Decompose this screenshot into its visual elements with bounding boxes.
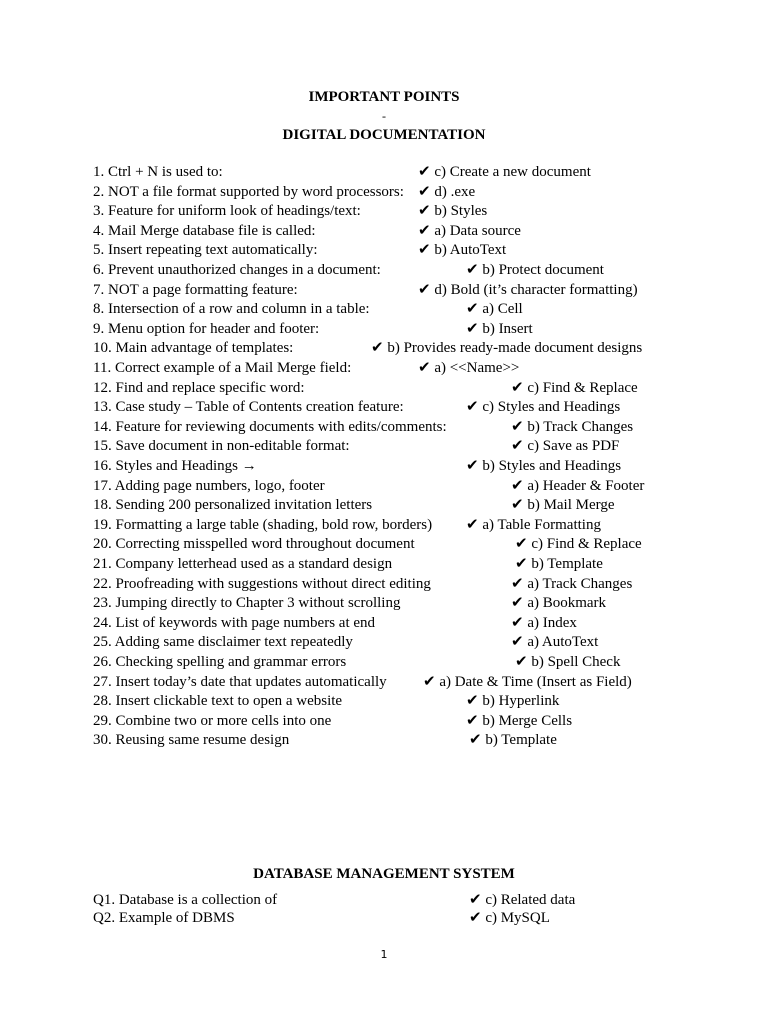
question-row bbox=[0, 692, 768, 712]
question-row bbox=[0, 359, 768, 379]
document-title: IMPORTANT POINTS bbox=[308, 89, 460, 105]
question-row bbox=[0, 202, 768, 222]
question-row bbox=[0, 496, 768, 516]
question-text: 22. Proofreading with suggestions without direct editing bbox=[93, 575, 431, 592]
question-text: 14. Feature for reviewing documents with edits/comments: bbox=[93, 418, 447, 435]
question-text: 26. Checking spelling and grammar errors bbox=[93, 654, 347, 670]
answer-text: ✔ c) Find & Replace bbox=[511, 379, 638, 396]
question-text: 3. Feature for uniform look of headings/text: bbox=[93, 203, 361, 220]
answer-text: ✔ d) .exe bbox=[418, 183, 476, 200]
question-row bbox=[0, 418, 768, 438]
question-row bbox=[0, 163, 768, 183]
answer-text: ✔ a) Cell bbox=[466, 301, 523, 318]
question-text: 18. Sending 200 personalized invitation letters bbox=[93, 497, 373, 514]
question-row bbox=[0, 633, 768, 653]
question-row bbox=[0, 477, 768, 497]
answer-text: ✔ b) Track Changes bbox=[511, 418, 634, 435]
answer-text: ✔ b) Protect document bbox=[466, 262, 604, 278]
question-row bbox=[0, 183, 768, 203]
question-text: 15. Save document in non-editable format: bbox=[93, 438, 350, 455]
question-text: 23. Jumping directly to Chapter 3 without scrolling bbox=[93, 595, 401, 612]
question-text: 29. Combine two or more cells into one bbox=[93, 712, 332, 729]
question-text: Q2. Example of DBMS bbox=[93, 910, 235, 926]
question-text: 30. Reusing same resume design bbox=[93, 732, 290, 749]
answer-text: ✔ c) MySQL bbox=[469, 910, 550, 926]
question-row bbox=[0, 320, 768, 340]
question-text: 7. NOT a page formatting feature: bbox=[93, 281, 298, 298]
title-separator: - bbox=[382, 109, 386, 123]
answer-text: ✔ b) Styles and Headings bbox=[466, 458, 622, 474]
answer-text: ✔ b) Mail Merge bbox=[511, 497, 615, 514]
question-text: 19. Formatting a large table (shading, bold row, borders) bbox=[93, 516, 433, 533]
answer-text: ✔ a) Header & Footer bbox=[511, 477, 645, 494]
question-row bbox=[0, 379, 768, 399]
answer-text: ✔ b) Styles bbox=[418, 203, 488, 220]
question-text: 2. NOT a file format supported by word processors: bbox=[93, 183, 404, 200]
answer-text: ✔ a) Bookmark bbox=[511, 595, 607, 612]
section-title-digital-documentation: DIGITAL DOCUMENTATION bbox=[282, 127, 486, 143]
answer-text: ✔ b) Hyperlink bbox=[466, 693, 560, 710]
answer-text: ✔ a) Data source bbox=[418, 222, 521, 239]
question-text: 16. Styles and Headings → bbox=[93, 458, 257, 474]
answer-text: ✔ b) Template bbox=[515, 556, 603, 572]
answer-text: ✔ c) Related data bbox=[469, 892, 576, 908]
question-text: 6. Prevent unauthorized changes in a document: bbox=[93, 262, 381, 278]
answer-text: ✔ b) Merge Cells bbox=[466, 712, 573, 729]
answer-text: ✔ c) Save as PDF bbox=[511, 438, 620, 455]
answer-text: ✔ b) AutoText bbox=[418, 242, 507, 259]
question-text: 11. Correct example of a Mail Merge field: bbox=[93, 360, 352, 376]
answer-text: ✔ d) Bold (it’s character formatting) bbox=[418, 281, 638, 298]
answer-text: ✔ a) Index bbox=[511, 614, 577, 631]
question-text: 24. List of keywords with page numbers at end bbox=[93, 614, 376, 631]
question-text: 8. Intersection of a row and column in a table: bbox=[93, 301, 370, 318]
answer-text: ✔ c) Create a new document bbox=[418, 164, 591, 180]
question-row bbox=[0, 516, 768, 536]
question-text: Q1. Database is a collection of bbox=[93, 892, 278, 908]
question-row bbox=[0, 555, 768, 575]
question-text: 20. Correcting misspelled word throughout document bbox=[93, 536, 415, 553]
dbms-question-row bbox=[0, 891, 768, 911]
question-text: 28. Insert clickable text to open a website bbox=[93, 693, 343, 710]
question-row bbox=[0, 535, 768, 555]
question-row bbox=[0, 712, 768, 732]
question-text: 4. Mail Merge database file is called: bbox=[93, 222, 316, 239]
question-row bbox=[0, 339, 768, 359]
question-row bbox=[0, 594, 768, 614]
question-row bbox=[0, 261, 768, 281]
question-row bbox=[0, 241, 768, 261]
question-row bbox=[0, 398, 768, 418]
question-row bbox=[0, 731, 768, 751]
question-row bbox=[0, 222, 768, 242]
question-text: 17. Adding page numbers, logo, footer bbox=[93, 477, 325, 494]
question-row bbox=[0, 673, 768, 693]
question-row bbox=[0, 437, 768, 457]
answer-text: ✔ a) Track Changes bbox=[511, 575, 633, 592]
question-row bbox=[0, 614, 768, 634]
question-text: 12. Find and replace specific word: bbox=[93, 379, 305, 396]
question-text: 13. Case study – Table of Contents creation feature: bbox=[93, 399, 404, 416]
question-row bbox=[0, 281, 768, 301]
question-row bbox=[0, 457, 768, 477]
answer-text: ✔ a) Date & Time (Insert as Field) bbox=[423, 673, 632, 690]
question-text: 5. Insert repeating text automatically: bbox=[93, 242, 318, 259]
question-text: 9. Menu option for header and footer: bbox=[93, 320, 320, 337]
question-row bbox=[0, 300, 768, 320]
question-text: 27. Insert today’s date that updates automatically bbox=[93, 673, 387, 690]
answer-text: ✔ b) Template bbox=[469, 732, 557, 749]
question-row bbox=[0, 575, 768, 595]
question-text: 10. Main advantage of templates: bbox=[93, 340, 294, 357]
answer-text: ✔ b) Insert bbox=[466, 320, 533, 337]
answer-text: ✔ a) Table Formatting bbox=[466, 516, 601, 533]
answer-text: ✔ b) Spell Check bbox=[515, 654, 621, 670]
question-text: 21. Company letterhead used as a standard design bbox=[93, 556, 393, 572]
answer-text: ✔ a) AutoText bbox=[511, 634, 599, 651]
page-number: 1 bbox=[380, 948, 388, 961]
answer-text: ✔ c) Styles and Headings bbox=[466, 399, 621, 416]
question-text: 1. Ctrl + N is used to: bbox=[93, 164, 223, 180]
answer-text: ✔ c) Find & Replace bbox=[515, 536, 642, 553]
dbms-question-row bbox=[0, 909, 768, 929]
answer-text: ✔ a) <<Name>> bbox=[418, 360, 520, 376]
section-title-dbms: DATABASE MANAGEMENT SYSTEM bbox=[253, 866, 515, 882]
answer-text: ✔ b) Provides ready-made document designs bbox=[371, 340, 643, 357]
question-text: 25. Adding same disclaimer text repeatedly bbox=[93, 634, 353, 651]
question-row bbox=[0, 653, 768, 673]
